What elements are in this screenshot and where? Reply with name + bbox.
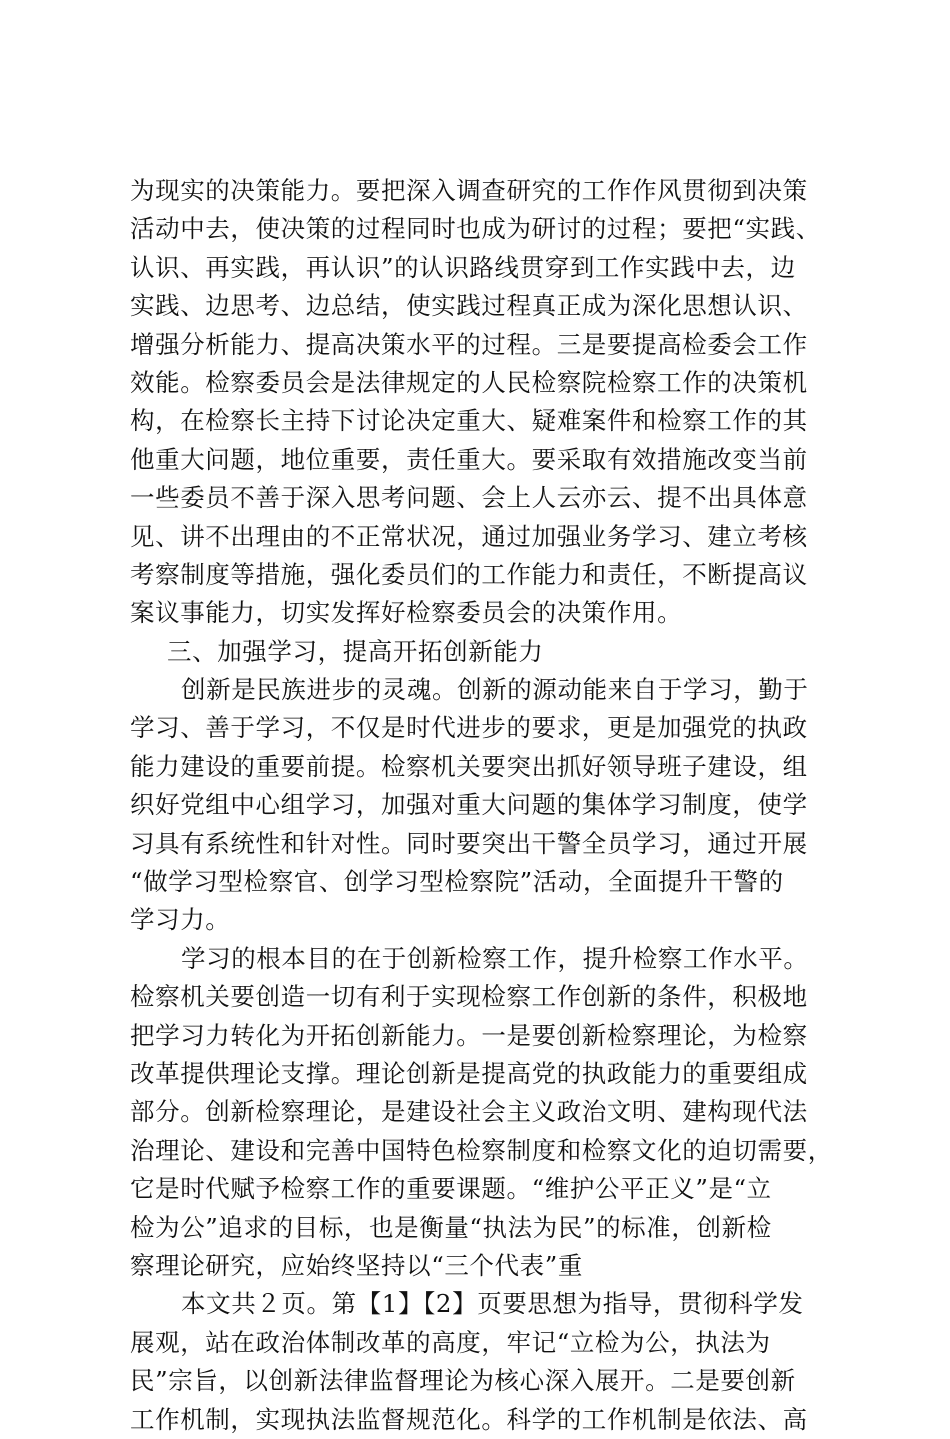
- text-line: 织好党组中心组学习，加强对重大问题的集体学习制度，使学: [130, 790, 808, 820]
- text-line: 一些委员不善于深入思考问题、会上人云亦云、提不出具体意: [130, 483, 808, 513]
- text-line: 活动中去，使决策的过程同时也成为研讨的过程；要把“实践、: [130, 214, 821, 244]
- text-line: 展观，站在政治体制改革的高度，牢记“立检为公，执法为: [130, 1327, 771, 1357]
- paragraph-first-line: 创新是民族进步的灵魂。创新的源动能来自于学习，勤于: [181, 675, 809, 705]
- text-line: 习具有系统性和针对性。同时要突出干警全员学习，通过开展: [130, 828, 808, 858]
- text-line: 为现实的决策能力。要把深入调查研究的工作作风贯彻到决策: [130, 176, 808, 205]
- text-line: 治理论、建设和完善中国特色检察制度和检察文化的迫切需要，: [130, 1135, 833, 1165]
- text-line: 效能。检察委员会是法律规定的人民检察院检察工作的决策机: [130, 367, 808, 397]
- text-line: 它是时代赋予检察工作的重要课题。“维护公平正义”是“立: [130, 1174, 772, 1204]
- paragraph-first-line: 学习的根本目的在于创新检察工作，提升检察工作水平。: [181, 943, 809, 973]
- text-line: 认识、再实践，再认识”的认识路线贯穿到工作实践中去，边: [130, 252, 796, 282]
- text-line: 见、讲不出理由的不正常状况，通过加强业务学习、建立考核: [130, 521, 808, 551]
- text-line: “做学习型检察官、创学习型检察院”活动，全面提升干警的: [130, 867, 784, 897]
- text-line: 实践、边思考、边总结，使实践过程真正成为深化思想认识、: [130, 291, 808, 321]
- section-heading: 三、加强学习，提高开拓创新能力: [167, 636, 544, 666]
- text-line: 他重大问题，地位重要，责任重大。要采取有效措施改变当前: [130, 444, 808, 474]
- text-line: 构，在检察长主持下讨论决定重大、疑难案件和检察工作的其: [130, 406, 808, 436]
- page-count-line: 本文共２页。第【1】【2】页要思想为指导，贯彻科学发: [181, 1289, 804, 1319]
- text-line: 察理论研究，应始终坚持以“三个代表”重: [130, 1250, 583, 1280]
- text-line: 增强分析能力、提高决策水平的过程。三是要提高检委会工作: [130, 329, 808, 359]
- text-line: 学习、善于学习，不仅是时代进步的要求，更是加强党的执政: [130, 713, 808, 743]
- text-line: 工作机制，实现执法监督规范化。科学的工作机制是依法、高: [130, 1404, 808, 1434]
- text-line: 把学习力转化为开拓创新能力。一是要创新检察理论，为检察: [130, 1020, 808, 1050]
- text-line: 能力建设的重要前提。检察机关要突出抓好领导班子建设，组: [130, 751, 808, 781]
- document-body: [130, 172, 833, 1439]
- text-line: 部分。创新检察理论，是建设社会主义政治文明、建构现代法: [130, 1097, 808, 1127]
- text-line: 案议事能力，切实发挥好检察委员会的决策作用。: [130, 598, 683, 628]
- text-line: 改革提供理论支撑。理论创新是提高党的执政能力的重要组成: [130, 1058, 808, 1088]
- text-line: 学习力。: [130, 905, 231, 935]
- text-line: 检为公”追求的目标，也是衡量“执法为民”的标准，创新检: [130, 1212, 772, 1242]
- text-line: 考察制度等措施，强化委员们的工作能力和责任，不断提高议: [130, 559, 808, 589]
- text-line: 检察机关要创造一切有利于实现检察工作创新的条件，积极地: [130, 982, 808, 1012]
- text-line: 民”宗旨，以创新法律监督理论为核心深入展开。二是要创新: [130, 1366, 796, 1396]
